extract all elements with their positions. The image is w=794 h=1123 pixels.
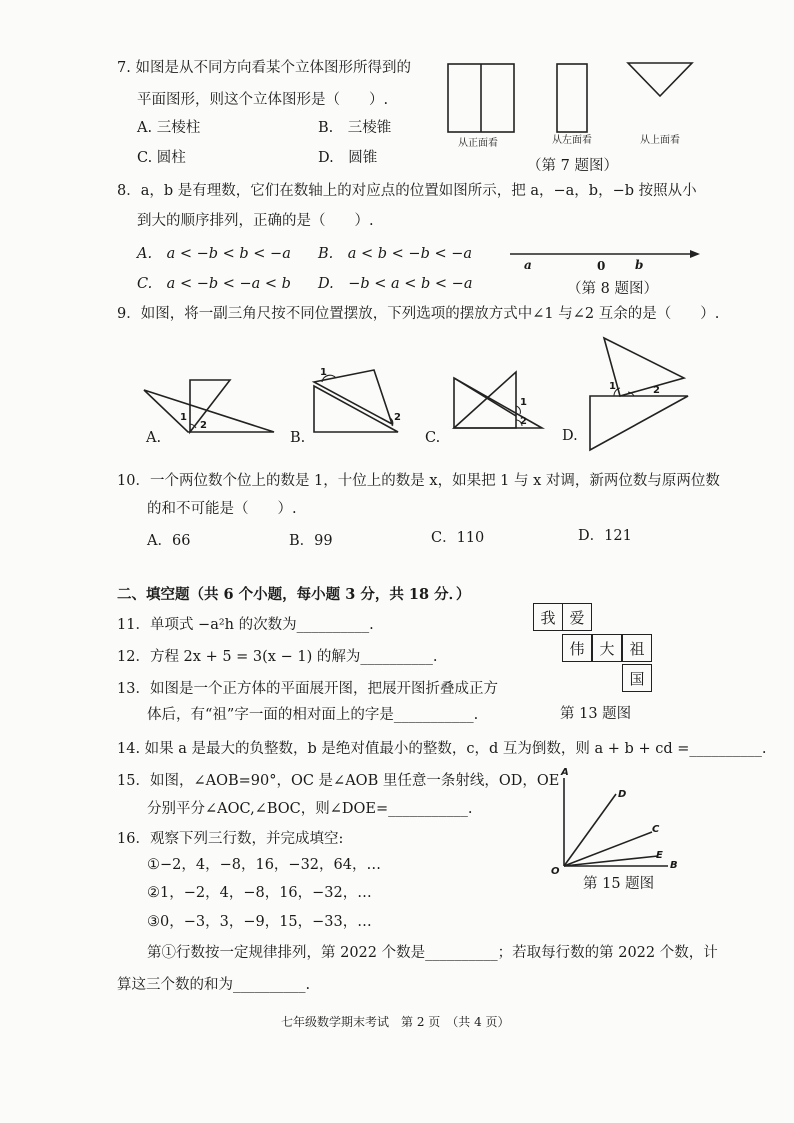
q16-row2: ②1，−2，4，−8，16，−32，… bbox=[147, 885, 372, 901]
q9d-angle2-label: 2 bbox=[653, 385, 660, 396]
q7-top-view bbox=[627, 62, 695, 100]
q8-option-b: B. a < b < −b < −a bbox=[318, 246, 473, 262]
q8-line1: 8．a，b 是有理数，它们在数轴上的对应点的位置如图所示，把 a，−a，b，−b 按照从小 bbox=[117, 183, 697, 199]
q8-axis-zero: 0 bbox=[597, 259, 606, 273]
q7-left-label: 从左面看 bbox=[552, 135, 592, 146]
q15-label-d: D bbox=[618, 789, 627, 800]
net-cell-da: 大 bbox=[592, 634, 622, 662]
q8-line2: 到大的顺序排列，正确的是（ ）. bbox=[137, 213, 374, 229]
net-cell-wo: 我 bbox=[533, 603, 563, 631]
q7-option-a: A. 三棱柱 bbox=[137, 120, 201, 136]
q8-axis-b: b bbox=[635, 258, 644, 272]
net-cell-zu: 祖 bbox=[622, 634, 652, 662]
q9-option-c: C. bbox=[425, 430, 441, 446]
q11-text: 11．单项式 −a²h 的次数为__________. bbox=[117, 617, 374, 633]
q10-option-b: B．99 bbox=[289, 533, 333, 549]
q9a-angle2-label: 2 bbox=[200, 420, 207, 431]
q7-left-view bbox=[556, 63, 590, 135]
q9d-angle1-label: 1 bbox=[609, 381, 616, 392]
q8-number-line bbox=[510, 246, 702, 266]
q16-line2: 第①行数按一定规律排列，第 2022 个数是__________；若取每行数的第 2022 个数，计 bbox=[147, 945, 718, 961]
q8-caption: （第 8 题图） bbox=[567, 281, 658, 297]
q9-figure-c bbox=[450, 370, 550, 432]
q8-option-a: A. a < −b < b < −a bbox=[137, 246, 291, 262]
q14-text: 14. 如果 a 是最大的负整数，b 是绝对值最小的整数，c，d 互为倒数，则 a + b + cd =__________. bbox=[117, 741, 767, 757]
q15-label-b: B bbox=[670, 860, 678, 871]
q8-option-d: D. −b < a < b < −a bbox=[318, 276, 473, 292]
q10-option-c: C．110 bbox=[431, 530, 485, 546]
q7-option-c: C. 圆柱 bbox=[137, 150, 186, 166]
q10-line2: 的和不可能是（ ）. bbox=[147, 501, 297, 517]
q9-option-b: B. bbox=[290, 430, 306, 446]
q13-line1: 13．如图是一个正方体的平面展开图，把展开图折叠成正方 bbox=[117, 681, 498, 697]
q7-option-b: B. 三棱锥 bbox=[318, 120, 392, 136]
q15-label-c: C bbox=[652, 824, 660, 835]
q7-front-label: 从正面看 bbox=[458, 138, 498, 149]
q9a-angle1-label: 1 bbox=[180, 412, 187, 423]
q9c-angle2-label: 2 bbox=[520, 416, 527, 427]
q8-option-c: C. a < −b < −a < b bbox=[137, 276, 291, 292]
q9-line1: 9．如图，将一副三角尺按不同位置摆放，下列选项的摆放方式中∠1 与∠2 互余的是（ ）. bbox=[117, 306, 720, 322]
q13-caption: 第 13 题图 bbox=[560, 706, 632, 722]
q10-option-d: D．121 bbox=[578, 528, 632, 544]
q15-label-o: O bbox=[551, 866, 560, 877]
q7-line2: 平面图形，则这个立体图形是（ ）. bbox=[137, 92, 389, 108]
q9-option-a: A. bbox=[146, 430, 162, 446]
q15-caption: 第 15 题图 bbox=[583, 876, 655, 892]
q10-line1: 10．一个两位数个位上的数是 1，十位上的数是 x，如果把 1 与 x 对调，新两位数与原两位数 bbox=[117, 473, 720, 489]
q16-line1: 16．观察下列三行数，并完成填空: bbox=[117, 831, 344, 847]
page-footer: 七年级数学期末考试 第 2 页 （共 4 页） bbox=[281, 1015, 510, 1029]
net-cell-wei: 伟 bbox=[562, 634, 592, 662]
q16-line3: 算这三个数的和为__________. bbox=[117, 977, 311, 993]
q12-text: 12．方程 2x + 5 = 3(x − 1) 的解为__________. bbox=[117, 649, 438, 665]
q9b-angle1-label: 1 bbox=[320, 367, 327, 378]
q8-axis-a: a bbox=[524, 258, 532, 272]
q15-line2: 分别平分∠AOC,∠BOC，则∠DOE=___________. bbox=[147, 801, 473, 817]
q7-option-d: D. 圆锥 bbox=[318, 150, 378, 166]
net-cell-guo: 国 bbox=[622, 664, 652, 692]
q9c-angle1-label: 1 bbox=[520, 397, 527, 408]
q7-line1: 7. 如图是从不同方向看某个立体图形所得到的 bbox=[117, 60, 411, 76]
q7-front-view bbox=[447, 63, 517, 135]
net-cell-ai: 爱 bbox=[562, 603, 592, 631]
q10-option-a: A．66 bbox=[147, 533, 191, 549]
q13-line2: 体后，有“祖”字一面的相对面上的字是___________. bbox=[147, 707, 479, 723]
q15-label-e: E bbox=[656, 850, 663, 861]
q9b-angle2-label: 2 bbox=[394, 412, 401, 423]
q7-caption: （第 7 题图） bbox=[527, 158, 618, 174]
section2-title: 二、填空题（共 6 个小题，每小题 3 分，共 18 分．） bbox=[117, 586, 471, 603]
q16-row3: ③0，−3，3，−9，15，−33，… bbox=[147, 914, 372, 930]
q15-label-a: A bbox=[561, 767, 569, 778]
q15-line1: 15．如图，∠AOB=90°，OC 是∠AOB 里任意一条射线，OD，OE bbox=[117, 773, 560, 789]
q7-top-label: 从上面看 bbox=[640, 135, 680, 146]
q9-figure-d bbox=[584, 336, 694, 454]
q16-row1: ①−2，4，−8，16，−32，64，… bbox=[147, 857, 381, 873]
q9-option-d: D. bbox=[562, 428, 578, 444]
